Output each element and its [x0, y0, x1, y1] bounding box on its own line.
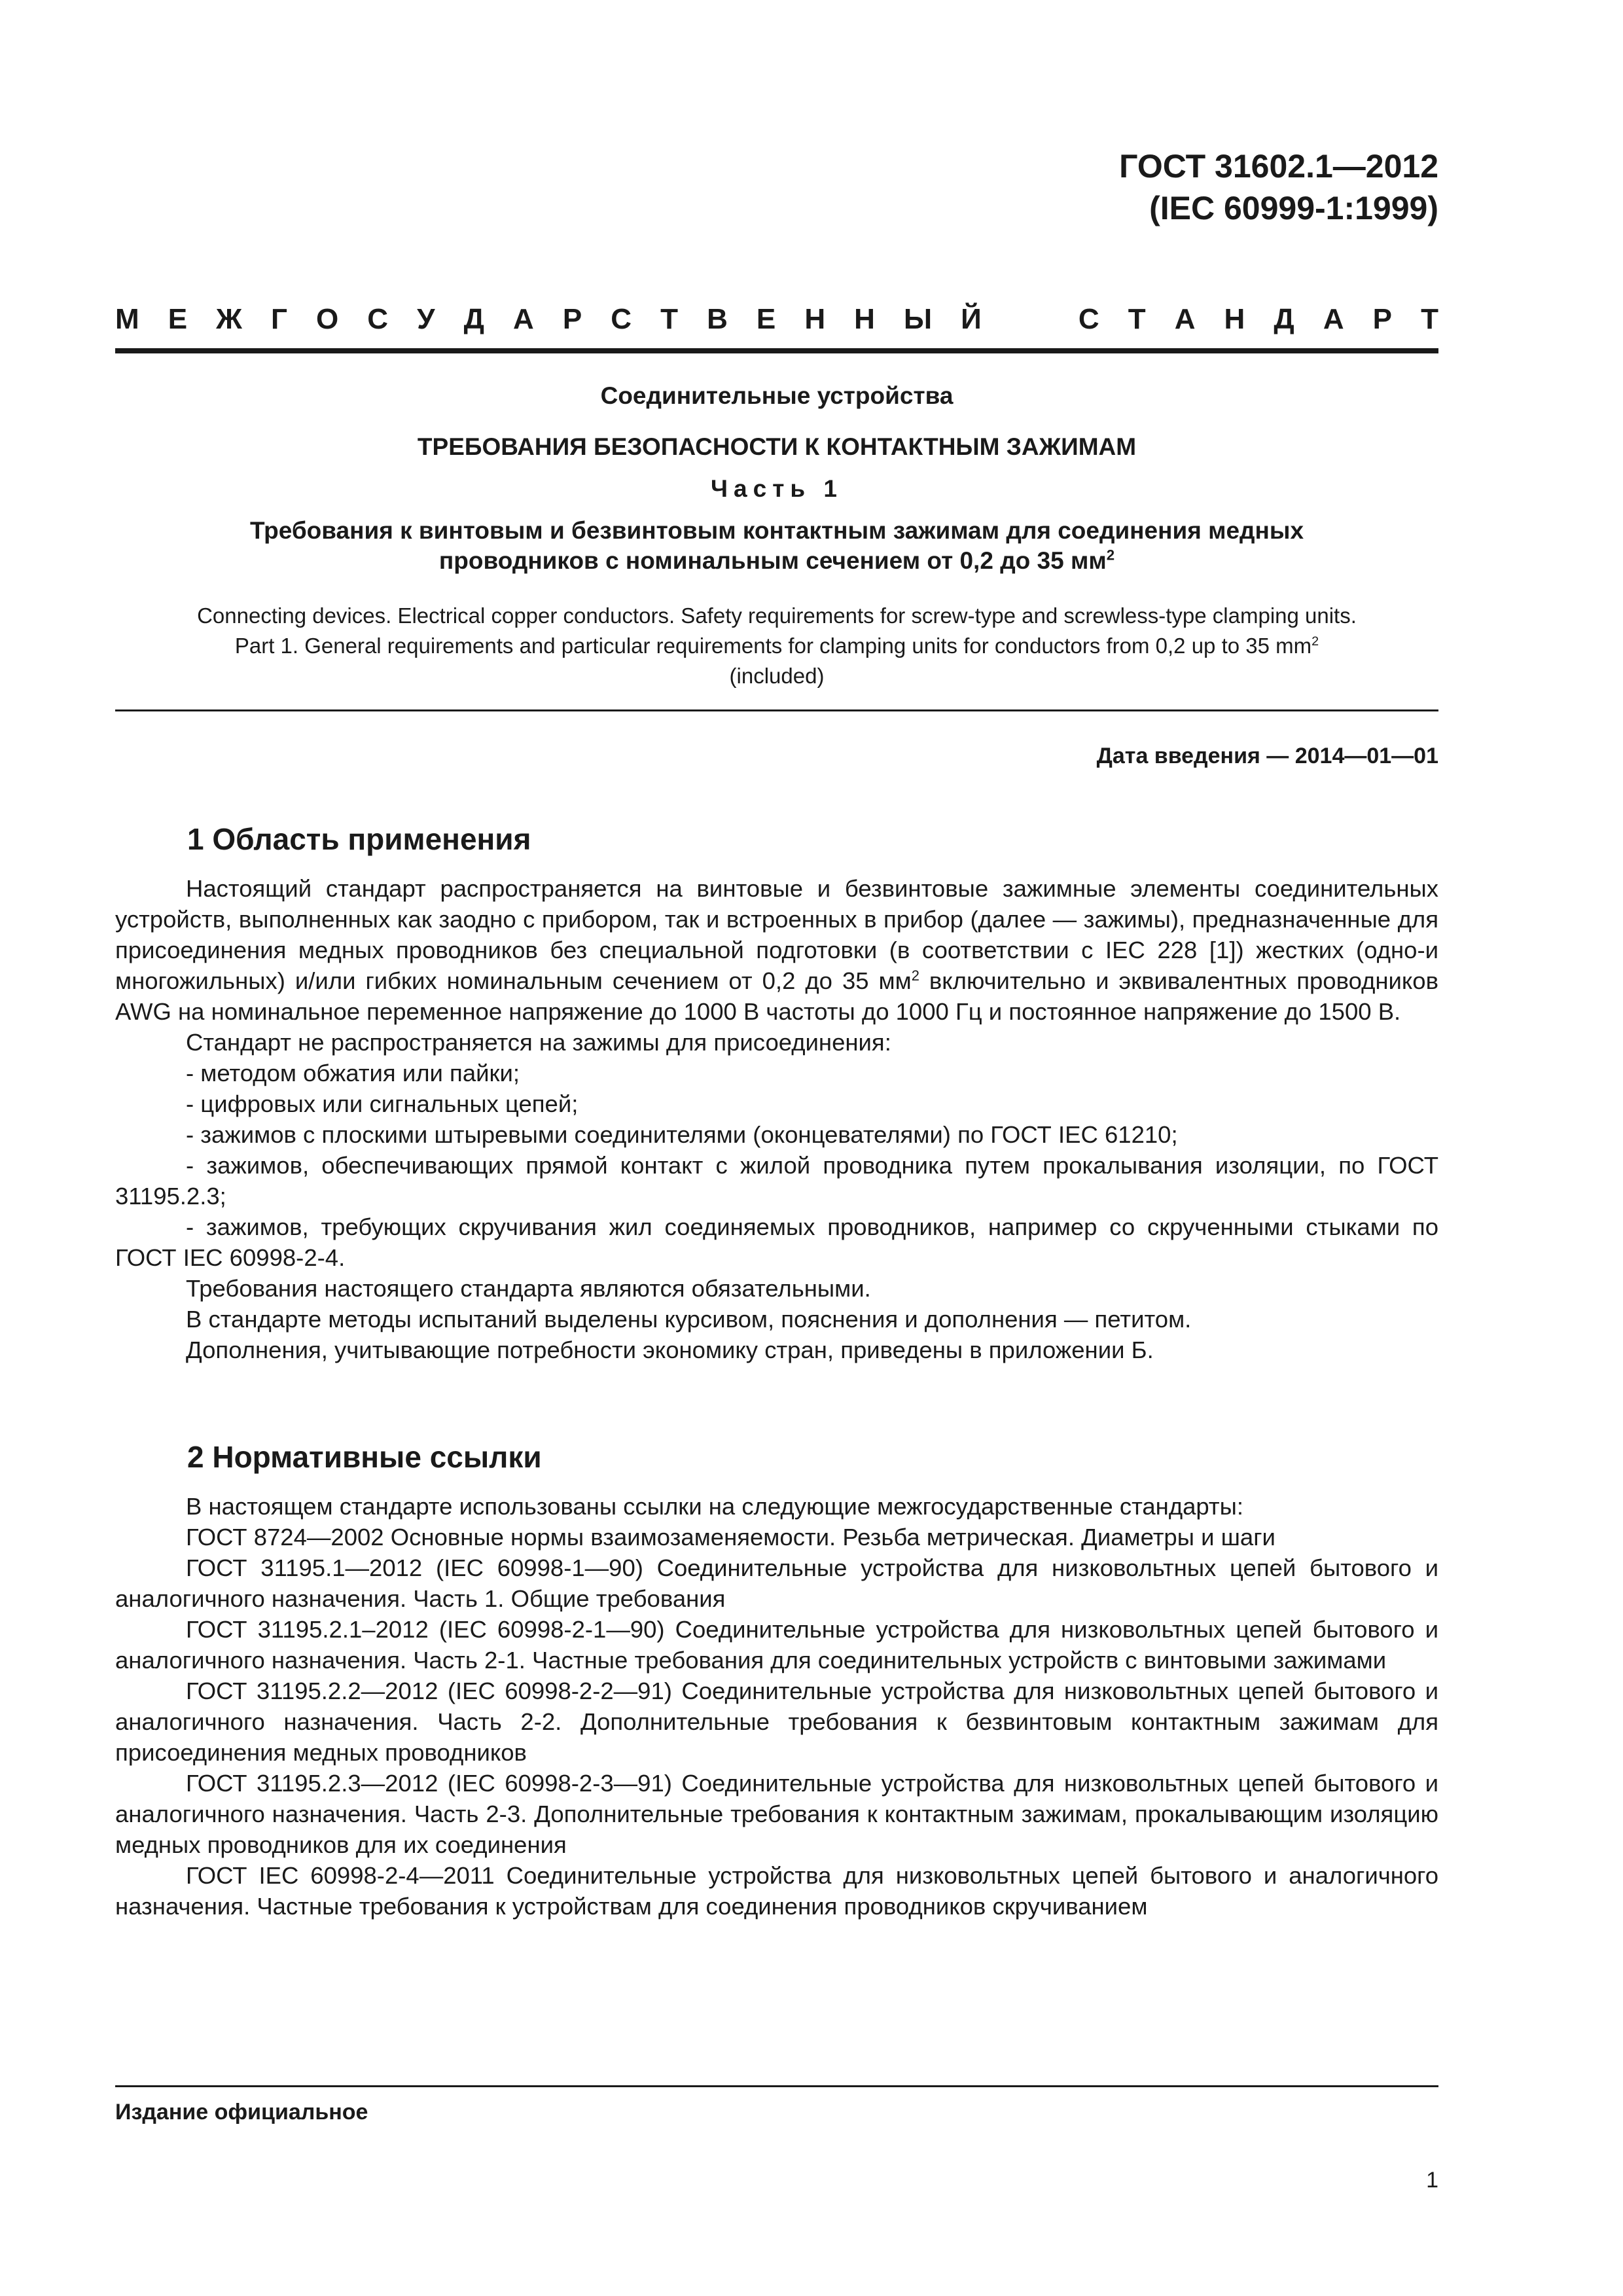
section-1-heading: 1 Область применения — [187, 822, 531, 856]
heading-letter: Й — [961, 303, 982, 335]
paragraph-text: включительно и эквивалентных проводников AWG на номинальное переменное напряжение до 1000 В частоты до 1000 Гц и постоянное напряжение до 1500 В. — [115, 967, 1438, 1025]
paragraph: Дополнения, учитывающие потребности экономику стран, приведены в приложении Б. — [186, 1336, 1154, 1363]
heading-letter: А — [1323, 303, 1344, 335]
heading-letter: М — [115, 303, 139, 335]
gost-number: ГОСТ 31602.1—2012 — [1119, 148, 1438, 185]
heading-letter: О — [316, 303, 339, 335]
heading-letter: Т — [1421, 303, 1438, 335]
standard-kind-heading — [115, 300, 1438, 339]
intro-date: Дата введения — 2014—01—01 — [1096, 744, 1438, 768]
edition-label: Издание официальное — [115, 2100, 368, 2125]
footer-rule — [115, 2085, 1438, 2087]
paragraph: Стандарт не распространяется на зажимы для присоединения: — [186, 1029, 891, 1056]
heading-letter: С — [367, 303, 389, 335]
reference-item: ГОСТ 8724—2002 Основные нормы взаимозаменяемости. Резьба метрическая. Диаметры и шаги — [186, 1524, 1275, 1551]
list-item: - методом обжатия или пайки; — [186, 1060, 520, 1086]
reference-item: ГОСТ IEC 60998-2-4—2011 Соединительные устройства для низковольтных цепей бытового и аналогичного назначения. Частные требования к устройствам для соединения проводников скручиванием — [115, 1862, 1438, 1920]
heading-letter: Е — [168, 303, 188, 335]
heading-letter: Ы — [904, 303, 933, 335]
superscript: 2 — [1106, 547, 1115, 564]
heading-letter: В — [707, 303, 728, 335]
heading-letter: Р — [1372, 303, 1393, 335]
heading-letter: С — [611, 303, 632, 335]
iec-number: (IEC 60999-1:1999) — [1149, 190, 1438, 226]
english-title-line — [115, 631, 1438, 661]
title-part: Часть 1 — [711, 475, 843, 502]
word-gap — [1010, 300, 1050, 339]
list-item: - зажимов, обеспечивающих прямой контакт с жилой проводника путем прокалывания изоляции, по ГОСТ 31195.2.3; — [115, 1152, 1438, 1210]
gost-number-block — [1119, 145, 1438, 229]
heading-letter: Т — [660, 303, 678, 335]
subtitle-text: проводников с номинальным сечением от 0,2 до 35 мм — [438, 547, 1107, 574]
paragraph — [115, 873, 1438, 1027]
section-2-body — [115, 1491, 1438, 1922]
english-title-line: Connecting devices. Electrical copper conductors. Safety requirements for screw-type and screwless-type clamping units. — [197, 603, 1357, 628]
section-1-body — [115, 873, 1438, 1365]
reference-item: ГОСТ 31195.1—2012 (IEC 60998-1—90) Соединительные устройства для низковольтных цепей бытового и аналогичного назначения. Часть 1. Общие требования — [115, 1554, 1438, 1612]
english-title-line: (included) — [729, 664, 825, 688]
heading-letter: У — [417, 303, 435, 335]
heading-letter: Т — [1128, 303, 1146, 335]
title-subtitle — [115, 516, 1438, 576]
page-number: 1 — [1426, 2168, 1438, 2193]
heading-letter: Е — [756, 303, 776, 335]
subtitle-line: Требования к винтовым и безвинтовым контактным зажимам для соединения медных — [249, 517, 1304, 544]
paragraph: В стандарте методы испытаний выделены курсивом, пояснения и дополнения — петитом. — [186, 1306, 1192, 1333]
list-item: - цифровых или сигнальных цепей; — [186, 1090, 579, 1117]
list-item: - зажимов, требующих скручивания жил соединяемых проводников, например со скрученными стыками по ГОСТ IEC 60998-2-4. — [115, 1213, 1438, 1271]
heading-letter: Р — [562, 303, 582, 335]
heading-letter: Н — [1224, 303, 1245, 335]
title-requirements: ТРЕБОВАНИЯ БЕЗОПАСНОСТИ К КОНТАКТНЫМ ЗАЖИМАМ — [417, 433, 1137, 460]
superscript: 2 — [1311, 634, 1319, 649]
paragraph: Требования настоящего стандарта являются обязательными. — [186, 1275, 871, 1302]
heading-letter: Г — [270, 303, 287, 335]
reference-item: ГОСТ 31195.2.3—2012 (IEC 60998-2-3—91) Соединительные устройства для низковольтных цепей бытового и аналогичного назначения. Часть 2-3. Дополнительные требования к контактным зажимам, прокалывающим изоляцию медных проводников для их соединения — [115, 1770, 1438, 1858]
reference-item: ГОСТ 31195.2.1–2012 (IEC 60998-2-1—90) Соединительные устройства для низковольтных цепей бытового и аналогичного назначения. Часть 2-1. Частные требования для соединительных устройств с винтовыми зажимами — [115, 1616, 1438, 1674]
title-subject: Соединительные устройства — [600, 382, 954, 409]
heading-letter: Н — [804, 303, 826, 335]
heading-rule — [115, 348, 1438, 353]
heading-letter: А — [513, 303, 534, 335]
reference-item: ГОСТ 31195.2.2—2012 (IEC 60998-2-2—91) Соединительные устройства для низковольтных цепей бытового и аналогичного назначения. Часть 2-2. Дополнительные требования к безвинтовым контактным зажимам для присоединения медных проводников — [115, 1677, 1438, 1766]
heading-letter: А — [1174, 303, 1196, 335]
list-item: - зажимов с плоскими штыревыми соединителями (оконцевателями) по ГОСТ IEC 61210; — [186, 1121, 1178, 1148]
heading-letter: С — [1078, 303, 1099, 335]
paragraph: В настоящем стандарте использованы ссылки на следующие межгосударственные стандарты: — [186, 1493, 1244, 1520]
paragraph-text: Настоящий стандарт распространяется на винтовые и безвинтовые зажимные элементы соединительных устройств, выполненных как заодно с прибором, так и встроенных в прибор (далее — зажимы), предназначенные для присоединения медных проводников без специальной подготовки (в соответствии с IEC 228 [1]) жестких (одно-и многожильных) и/или гибких номинальным сечением от 0,2 до 35 мм — [115, 875, 1438, 994]
heading-letter: Ж — [216, 303, 242, 335]
heading-letter: Д — [1274, 303, 1294, 335]
subtitle-line — [115, 546, 1438, 576]
section-2-heading: 2 Нормативные ссылки — [187, 1440, 542, 1474]
english-title — [115, 601, 1438, 691]
heading-letter: Н — [854, 303, 875, 335]
superscript: 2 — [911, 967, 919, 984]
title-rule — [115, 709, 1438, 711]
english-title-text: Part 1. General requirements and particular requirements for clamping units for conductors from 0,2 up to 35 mm — [234, 634, 1312, 658]
heading-letter: Д — [463, 303, 484, 335]
